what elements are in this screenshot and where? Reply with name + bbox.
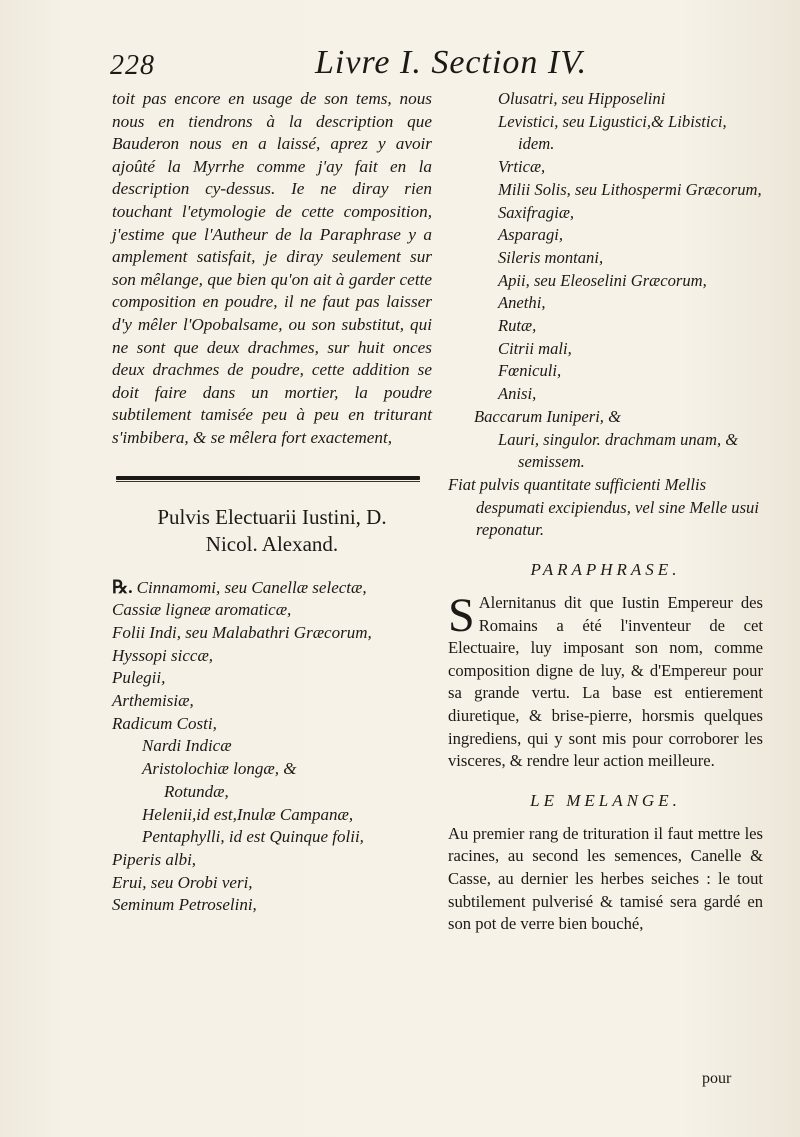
left-paragraph: toit pas encore en usage de son tems, nous nous en tiendrons à la description que Bauderon nous en a laissé, aprez y avoir ajoûté la Myrrhe comme j'ay fait en la description cy-dessus. Ie ne diray rien touchant l'etymologie de cette composition, j'estime que l'Autheur de la Paraphrase y a amplement satisfait, je diray seulement sur son mêlange, que bien qu'on ait à garder cette composition en poudre, il ne faut pas laisser d'y mêler l'Opobalsame, ou son substitut, qui ne sont que deux drachmes, sur huit onces deux drachmes de poudre, cette addition se doit faire dans un mortier, la poudre subtilement tamisée peu à peu en triturant s'imbibera, & se mêlera fort exactement,: [112, 89, 432, 447]
ingredient-list-left: [112, 576, 432, 918]
ingredient-text: Erui, seu Orobi veri,: [112, 872, 253, 892]
ingredient-text: Rotundæ,: [164, 781, 229, 801]
catchword: pour: [702, 1070, 732, 1087]
ingredient-item: [112, 576, 432, 600]
ingredient-text: Helenii,id est,Inulæ Campanæ,: [142, 804, 354, 824]
ingredient-item: Lauri, singulor. drachmam unam, & semissem.: [498, 429, 739, 472]
recipe-symbol: ℞.: [112, 576, 133, 597]
melange-heading: LE MELANGE.: [530, 790, 681, 810]
ingredient-item: [112, 804, 432, 827]
section-rule-thin: [116, 481, 420, 482]
ingredient-item: Anisi,: [498, 384, 537, 404]
ingredient-item: Citrii mali,: [498, 338, 572, 358]
melange-text: Au premier rang de trituration il faut mettre les racines, au second les semences, Canelle & Casse, au dernier les herbes seiches : le tout subtilement pulverisé & tamisé sera gardé en son pot de verre bien bouché,: [448, 823, 763, 934]
page-header: [110, 40, 750, 90]
ingredient-item: [112, 826, 432, 849]
ingredient-item: [112, 622, 432, 645]
ingredient-item: [112, 690, 432, 713]
ingredient-item: [112, 667, 432, 690]
ingredient-text: Radicum Costi,: [112, 713, 217, 733]
ingredient-text: Pentaphylli, id est Quinque folii,: [142, 827, 364, 847]
ingredient-text: Folii Indi, seu Malabathri Græcorum,: [112, 622, 372, 642]
ingredient-item: Saxifragiæ,: [498, 202, 575, 222]
ingredient-item: [112, 894, 432, 917]
recipe-title-line-2: Nicol. Alexand.: [205, 531, 339, 556]
paraphrase-text: [448, 589, 763, 773]
ingredient-item: [112, 849, 432, 872]
ingredient-text: Hyssopi siccæ,: [112, 645, 214, 665]
ingredient-item: Fiat pulvis quantitate sufficienti Mellis despumati excipiendus, vel sine Melle usui reponatur.: [448, 474, 759, 540]
ingredient-item: Milii Solis, seu Lithospermi Græcorum,: [498, 179, 762, 199]
ingredient-text: Cinnamomi, seu Canellæ selectæ,: [136, 577, 367, 597]
running-title: Livre I. Section IV.: [315, 44, 588, 81]
ingredient-item: Rutæ,: [498, 316, 537, 336]
ingredient-item: Anethi,: [498, 293, 546, 313]
ingredient-item: Apii, seu Eleoselini Græcorum,: [498, 270, 707, 290]
ingredient-item: Olusatri, seu Hipposelini: [498, 89, 666, 108]
recipe-title: [112, 504, 432, 558]
ingredient-item: [112, 872, 432, 895]
ingredient-item: Fœniculi,: [498, 361, 562, 381]
ingredient-text: Nardi Indicæ: [142, 736, 232, 756]
ingredient-text: Arthemisiæ,: [112, 691, 194, 711]
ingredient-item: Vrticæ,: [498, 157, 546, 177]
section-rule: [116, 476, 420, 480]
ingredient-item: Sileris montani,: [498, 247, 604, 267]
right-column: [448, 88, 763, 936]
ingredient-item: Asparagi,: [498, 225, 563, 245]
ingredient-text: Cassiæ ligneæ aromaticæ,: [112, 600, 292, 620]
ingredient-item: [112, 713, 432, 736]
ingredient-item: Levistici, seu Ligustici,& Libistici, idem.: [498, 111, 727, 154]
paraphrase-heading: PARAPHRASE.: [530, 560, 681, 580]
ingredient-text: Piperis albi,: [112, 849, 197, 869]
drop-cap: S: [448, 589, 475, 643]
ingredient-text: Aristolochiæ longæ, &: [142, 759, 297, 779]
ingredient-item: [112, 599, 432, 622]
page-number: 228: [110, 50, 155, 81]
ingredient-list-right: [448, 88, 763, 542]
ingredient-item: Baccarum Iuniperi, &: [474, 406, 622, 426]
paraphrase-body: Alernitanus dit que Iustin Empereur des Romains a été l'inventeur de cet Electuaire, luy imposant son nom, comme composition digne de luy, & d'Empereur pour sa grande vertu. La base est entierement diuretique, & brise-pierre, horsmis quelques ingrediens, qui y sont mis pour corroborer les visceres, & rendre leur action meilleure.: [448, 593, 763, 771]
recipe-title-line-1: Pulvis Electuarii Iustini, D.: [157, 504, 387, 529]
ingredient-item: [112, 758, 432, 781]
ingredient-text: Pulegii,: [112, 668, 166, 688]
ingredient-text: Seminum Petroselini,: [112, 895, 257, 915]
left-column: [112, 88, 432, 917]
ingredient-item: [112, 735, 432, 758]
ingredient-item: [112, 781, 432, 804]
ingredient-item: [112, 645, 432, 668]
